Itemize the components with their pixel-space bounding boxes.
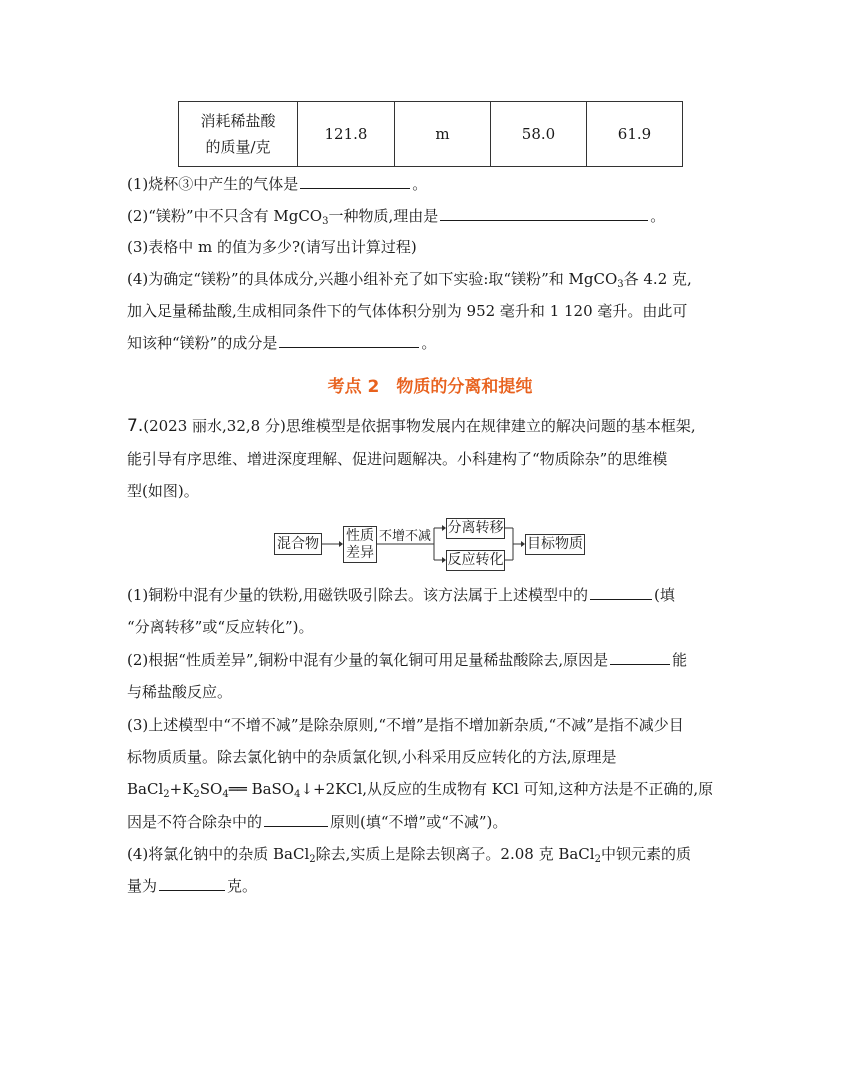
q7-p3-suffix: 原则(填“不增”或“不减”)。 bbox=[330, 813, 508, 831]
subscript: 2 bbox=[193, 789, 200, 800]
q6-part3: (3)表格中 m 的值为多少?(请写出计算过程) bbox=[127, 238, 417, 256]
q7-p4-line2-text: 量为 bbox=[127, 877, 158, 895]
answer-blank[interactable] bbox=[159, 876, 225, 891]
q7-p4-text-b: 除去,实质上是除去钡离子。2.08 克 BaCl bbox=[315, 845, 595, 863]
q7-part2-line2: 与稀盐酸反应。 bbox=[127, 683, 233, 701]
principle-label: 不增不减 bbox=[379, 529, 432, 544]
formula-text: +K bbox=[169, 780, 194, 798]
q7-p4-text-c: 中钡元素的质 bbox=[600, 845, 691, 863]
property-line2: 差异 bbox=[346, 545, 374, 561]
q7-p1-text: (1)铜粉中混有少量的铁粉,用磁铁吸引除去。该方法属于上述模型中的 bbox=[127, 586, 589, 604]
q7-line3: 型(如图)。 bbox=[127, 482, 199, 500]
q7-part3-line4 bbox=[127, 812, 507, 832]
q6-p1-text: (1)烧杯③中产生的气体是 bbox=[127, 175, 299, 193]
q7-part3-line2: 标物质质量。除去氯化钠中的杂质氯化钡,小科采用反应转化的方法,原理是 bbox=[127, 748, 617, 766]
q6-p4-text-b: 各 4.2 克, bbox=[623, 270, 692, 288]
formula-text: BaCl bbox=[127, 780, 164, 798]
separation-box: 分离转移 bbox=[446, 518, 505, 539]
q6-p1-suffix: 。 bbox=[412, 175, 428, 193]
q7-line2: 能引导有序思维、增进深度理解、促进问题解决。小科建构了“物质除杂”的思维模 bbox=[127, 450, 668, 468]
subscript: 3 bbox=[322, 216, 329, 227]
answer-blank[interactable] bbox=[264, 812, 328, 827]
q6-p2-text: (2)“镁粉”中不只含有 MgCO bbox=[127, 207, 323, 225]
subscript: 4 bbox=[294, 789, 301, 800]
section-heading: 考点 2 物质的分离和提纯 bbox=[327, 377, 533, 397]
table-cell: 121.8 bbox=[298, 102, 395, 167]
q7-part3-line1: (3)上述模型中“不增不减”是除杂原则,“不增”是指不增加新杂质,“不减”是指不减少目 bbox=[127, 716, 684, 734]
q6-p2-mid: 一种物质,理由是 bbox=[328, 207, 439, 225]
formula-text: BaSO bbox=[246, 780, 295, 798]
q6-part4-line2: 加入足量稀盐酸,生成相同条件下的气体体积分别为 952 毫升和 1 120 毫升。由此可 bbox=[127, 302, 688, 320]
mixture-box: 混合物 bbox=[274, 533, 322, 555]
table-cell: m bbox=[395, 102, 491, 167]
q7-part3-equation-line bbox=[127, 779, 713, 799]
table-cell: 61.9 bbox=[587, 102, 683, 167]
q7-part4-line1 bbox=[127, 844, 691, 864]
q7-p1-suffix: (填 bbox=[654, 586, 675, 604]
subscript: 2 bbox=[309, 854, 316, 865]
answer-blank[interactable] bbox=[610, 650, 670, 665]
formula-text: SO bbox=[199, 780, 223, 798]
q7-intro-line1: (2023 丽水,32,8 分)思维模型是依据事物发展内在规律建立的解决问题的基本框架, bbox=[143, 417, 696, 435]
equals-sign: ══ bbox=[228, 780, 247, 798]
reaction-box: 反应转化 bbox=[446, 550, 505, 571]
q7-p2-text: (2)根据“性质差异”,铜粉中混有少量的氧化铜可用足量稀盐酸除去,原因是 bbox=[127, 651, 609, 669]
row-label-line1: 消耗稀盐酸 bbox=[200, 112, 276, 130]
question-number: 7. bbox=[127, 416, 144, 436]
answer-blank[interactable] bbox=[590, 585, 652, 600]
q6-p2-suffix: 。 bbox=[650, 207, 666, 225]
q6-p4-line3-text: 知该种“镁粉”的成分是 bbox=[127, 334, 278, 352]
q7-part2-line1 bbox=[127, 650, 687, 670]
subscript: 2 bbox=[594, 854, 601, 865]
q7-p4-text-a: (4)将氯化钠中的杂质 BaCl bbox=[127, 845, 310, 863]
q7-p3-text: 因是不符合除杂中的 bbox=[127, 813, 263, 831]
q7-p4-line2-suffix: 克。 bbox=[227, 877, 258, 895]
q7-p2-suffix: 能 bbox=[672, 651, 688, 669]
table-cell: 58.0 bbox=[491, 102, 587, 167]
row-label-line2: 的质量/克 bbox=[205, 138, 271, 156]
property-line1: 性质 bbox=[346, 528, 374, 544]
subscript: 3 bbox=[617, 279, 624, 290]
subscript: 4 bbox=[222, 789, 229, 800]
q6-p4-text-a: (4)为确定“镁粉”的具体成分,兴趣小组补充了如下实验:取“镁粉”和 MgCO bbox=[127, 270, 618, 288]
formula-text: ↓+2KCl,从反应的生成物有 KCl 可知,这种方法是不正确的,原 bbox=[300, 780, 714, 798]
q7-part4-line2 bbox=[127, 876, 257, 896]
q6-p4-line3-suffix: 。 bbox=[421, 334, 437, 352]
target-box: 目标物质 bbox=[525, 534, 585, 555]
subscript: 2 bbox=[163, 789, 170, 800]
q7-part1-line1 bbox=[127, 585, 675, 605]
q7-part1-line2: “分离转移”或“反应转化”)。 bbox=[127, 618, 314, 636]
